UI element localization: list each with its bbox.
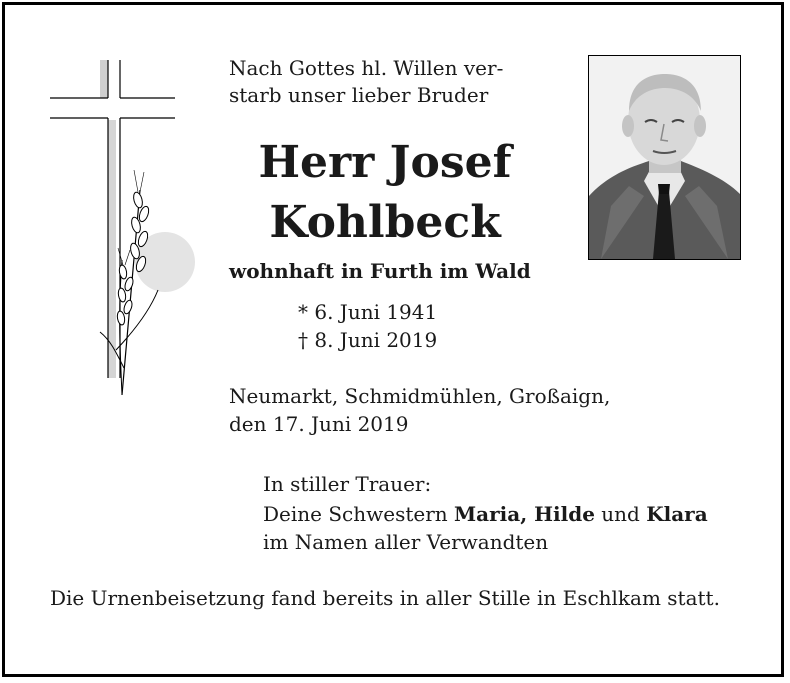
cross-with-wheat-icon [40, 50, 200, 400]
mourners-line [263, 500, 708, 528]
portrait-photo [588, 55, 741, 260]
mourning-header: In stiller Trauer: [263, 472, 432, 496]
cross-shade-lower [108, 120, 116, 378]
place-line-1: Neumarkt, Schmidmühlen, Großaign, [229, 384, 611, 408]
mourners-names-2: Klara [646, 502, 708, 526]
funeral-note: Die Urnenbeisetzung fand bereits in aller Stille in Eschlkam statt. [50, 586, 720, 610]
mourning-section [263, 470, 708, 556]
relatives-line: im Namen aller Verwandten [263, 530, 549, 554]
life-dates [298, 298, 437, 354]
cross-shade-upper [100, 60, 108, 98]
death-date: † 8. Juni 2019 [298, 328, 438, 352]
intro-line-1: Nach Gottes hl. Willen ver- [229, 56, 504, 80]
intro-line-2: starb unser lieber Bruder [229, 83, 489, 107]
birth-date: * 6. Juni 1941 [298, 300, 438, 324]
mourners-names-1: Maria, Hilde [454, 502, 595, 526]
mourners-prefix: Deine Schwestern [263, 502, 455, 526]
place-line-2: den 17. Juni 2019 [229, 412, 409, 436]
wheat-ear [116, 264, 134, 325]
place-and-date [229, 382, 610, 438]
residence-text: wohnhaft in Furth im Wald [229, 259, 531, 283]
mourners-conjunction: und [594, 502, 647, 526]
deceased-name-line-1: Herr Josef [258, 137, 512, 188]
deceased-name-line-2: Kohlbeck [269, 197, 501, 248]
portrait-image [589, 56, 740, 259]
intro-text [229, 55, 503, 109]
